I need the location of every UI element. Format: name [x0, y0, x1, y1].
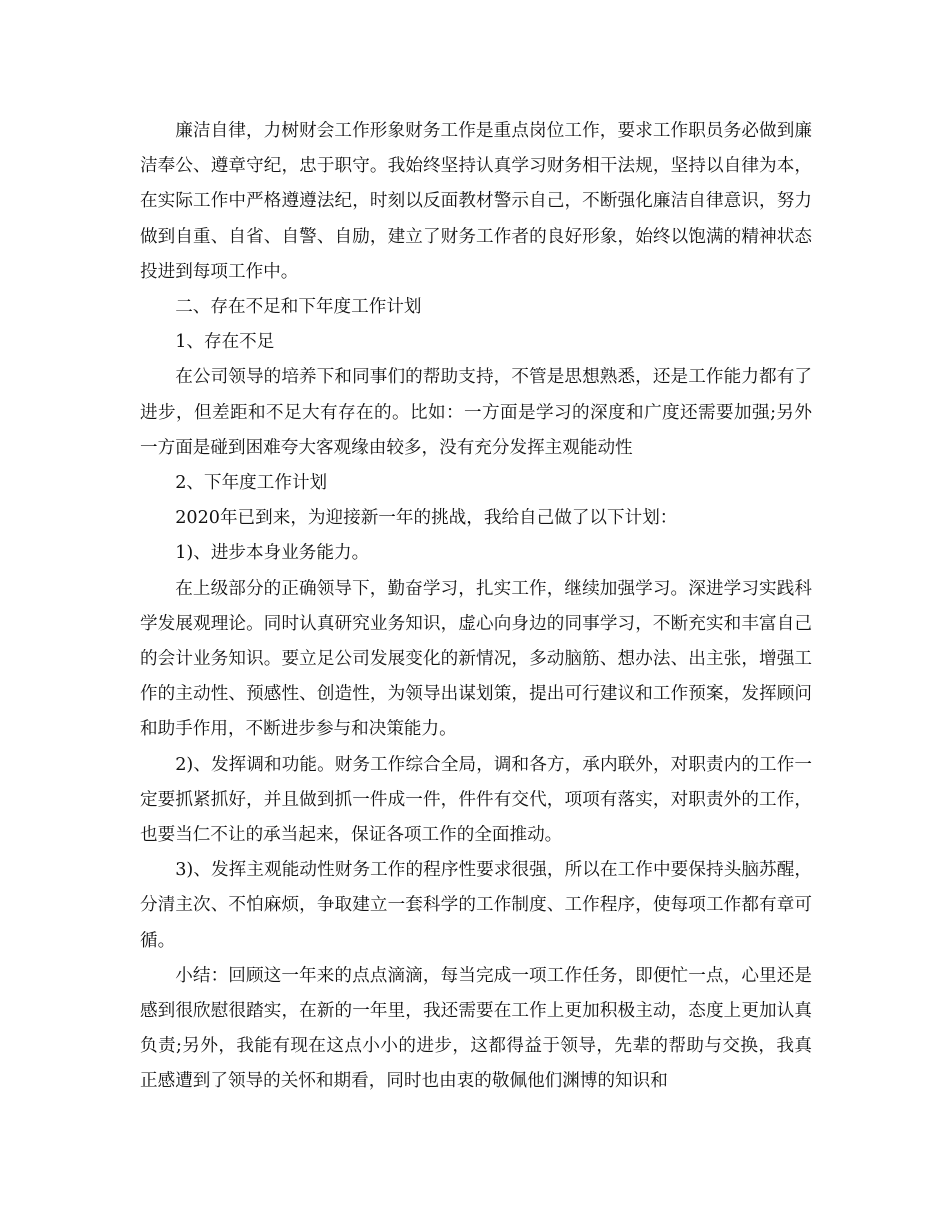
- paragraph-plan-item-3: 3)、发挥主观能动性财务工作的程序性要求很强，所以在工作中要保持头脑苏醒，分清主次、不怕麻烦，争取建立一套科学的工作制度、工作程序，使每项工作都有章可循。: [140, 860, 812, 951]
- subheading-shortcomings: 1、存在不足: [175, 332, 275, 353]
- paragraph-plan-item-2: 2)、发挥调和功能。财务工作综合全局，调和各方，承内联外，对职责内的工作一定要抓紧抓好，并且做到抓一件成一件，件件有交代，项项有落实，对职责外的工作，也要当仁不让的承当起来，保证各项工作的全面推动。: [140, 754, 812, 846]
- paragraph-shortcomings: 在公司领导的培养下和同事们的帮助支持，不管是思想熟悉，还是工作能力都有了进步，但差距和不足大有存在的。比如：一方面是学习的深度和广度还需要加强;另外一方面是碰到困难夸大客观缘由较多，没有充分发挥主观能动性: [140, 367, 812, 458]
- paragraph-integrity: 廉洁自律，力树财会工作形象财务工作是重点岗位工作，要求工作职员务必做到廉洁奉公、遵章守纪，忠于职守。我始终坚持认真学习财务相干法规，坚持以自律为本，在实际工作中严格遵遵法纪，时刻以反面教材警示自己，不断强化廉洁自律意识，努力做到自重、自省、自警、自励，建立了财务工作者的良好形象，始终以饱满的精神状态投进到每项工作中。: [140, 121, 812, 282]
- plan-item-1-heading: 1)、进步本身业务能力。: [175, 543, 370, 564]
- paragraph-summary: 小结：回顾这一年来的点点滴滴，每当完成一项工作任务，即便忙一点，心里还是感到很欣慰很踏实，在新的一年里，我还需要在工作上更加积极主动，态度上更加认真负责;另外，我能有现在这点小小的进步，这都得益于领导，先辈的帮助与交换，我真正感遭到了领导的关怀和期看，同时也由衷的敬佩他们渊博的知识和: [140, 965, 812, 1092]
- document-body: [140, 114, 812, 1100]
- paragraph-plan-intro: 2020年已到来，为迎接新一年的挑战，我给自己做了以下计划：: [175, 508, 678, 529]
- subheading-work-plan: 2、下年度工作计划: [175, 473, 328, 494]
- paragraph-plan-item-1: 在上级部分的正确领导下，勤奋学习，扎实工作，继续加强学习。深进学习实践科学发展观理论。同时认真研究业务知识，虚心向身边的同事学习，不断充实和丰富自己的会计业务知识。要立足公司发展变化的新情况，多动脑筋、想办法、出主张，增强工作的主动性、预感性、创造性，为领导出谋划策，提出可行建议和工作预案，发挥顾问和助手作用，不断进步参与和决策能力。: [140, 578, 812, 740]
- section-heading-shortcomings-and-plan: 二、存在不足和下年度工作计划: [175, 297, 422, 318]
